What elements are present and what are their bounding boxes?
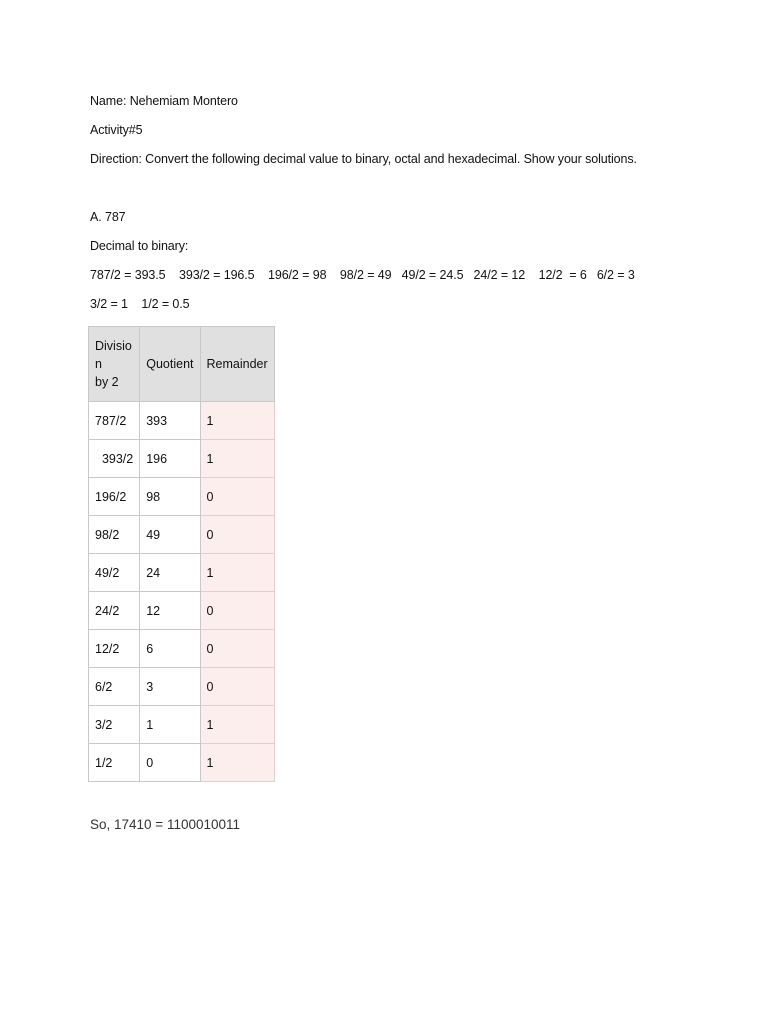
header-division: Divisio n by 2 <box>89 327 140 402</box>
remainder-cell: 0 <box>200 478 274 516</box>
remainder-cell: 0 <box>200 592 274 630</box>
quotient-cell: 6 <box>140 630 200 668</box>
division-cell: 12/2 <box>89 630 140 668</box>
quotient-cell: 0 <box>140 744 200 782</box>
table-row <box>89 706 275 744</box>
quotient-cell: 1 <box>140 706 200 744</box>
table-row <box>89 554 275 592</box>
student-name: Name: Nehemiam Montero <box>90 94 238 108</box>
quotient-cell: 196 <box>140 440 200 478</box>
division-cell: 393/2 <box>89 440 140 478</box>
quotient-cell: 49 <box>140 516 200 554</box>
quotient-cell: 3 <box>140 668 200 706</box>
conversion-table <box>88 326 275 782</box>
division-cell: 196/2 <box>89 478 140 516</box>
section-subheading: Decimal to binary: <box>90 239 189 253</box>
table-row <box>89 402 275 440</box>
calculation-line-2: 3/2 = 1 1/2 = 0.5 <box>90 297 190 311</box>
quotient-cell: 24 <box>140 554 200 592</box>
remainder-cell: 1 <box>200 402 274 440</box>
division-cell: 1/2 <box>89 744 140 782</box>
remainder-cell: 1 <box>200 440 274 478</box>
problem-item: A. 787 <box>90 210 126 224</box>
table-header-row <box>89 327 275 402</box>
division-cell: 3/2 <box>89 706 140 744</box>
division-cell: 6/2 <box>89 668 140 706</box>
header-quotient: Quotient <box>140 327 200 402</box>
table-row <box>89 668 275 706</box>
remainder-cell: 1 <box>200 706 274 744</box>
remainder-cell: 1 <box>200 554 274 592</box>
table-row <box>89 440 275 478</box>
quotient-cell: 98 <box>140 478 200 516</box>
table-row <box>89 478 275 516</box>
table-row <box>89 744 275 782</box>
result-statement: So, 17410 = 1100010011 <box>90 817 241 832</box>
direction-text: Direction: Convert the following decimal value to binary, octal and hexadecimal. Show your solutions. <box>90 152 637 166</box>
quotient-cell: 12 <box>140 592 200 630</box>
table-row <box>89 516 275 554</box>
activity-title: Activity#5 <box>90 123 143 137</box>
remainder-cell: 0 <box>200 668 274 706</box>
division-cell: 787/2 <box>89 402 140 440</box>
table-row <box>89 592 275 630</box>
quotient-cell: 393 <box>140 402 200 440</box>
division-cell: 24/2 <box>89 592 140 630</box>
remainder-cell: 0 <box>200 630 274 668</box>
division-cell: 49/2 <box>89 554 140 592</box>
remainder-cell: 1 <box>200 744 274 782</box>
calculation-line-1: 787/2 = 393.5 393/2 = 196.5 196/2 = 98 98/2 = 49 49/2 = 24.5 24/2 = 12 12/2 = 6 6/2 = 3 <box>90 268 635 282</box>
header-remainder: Remainder <box>200 327 274 402</box>
remainder-cell: 0 <box>200 516 274 554</box>
table-row <box>89 630 275 668</box>
division-cell: 98/2 <box>89 516 140 554</box>
